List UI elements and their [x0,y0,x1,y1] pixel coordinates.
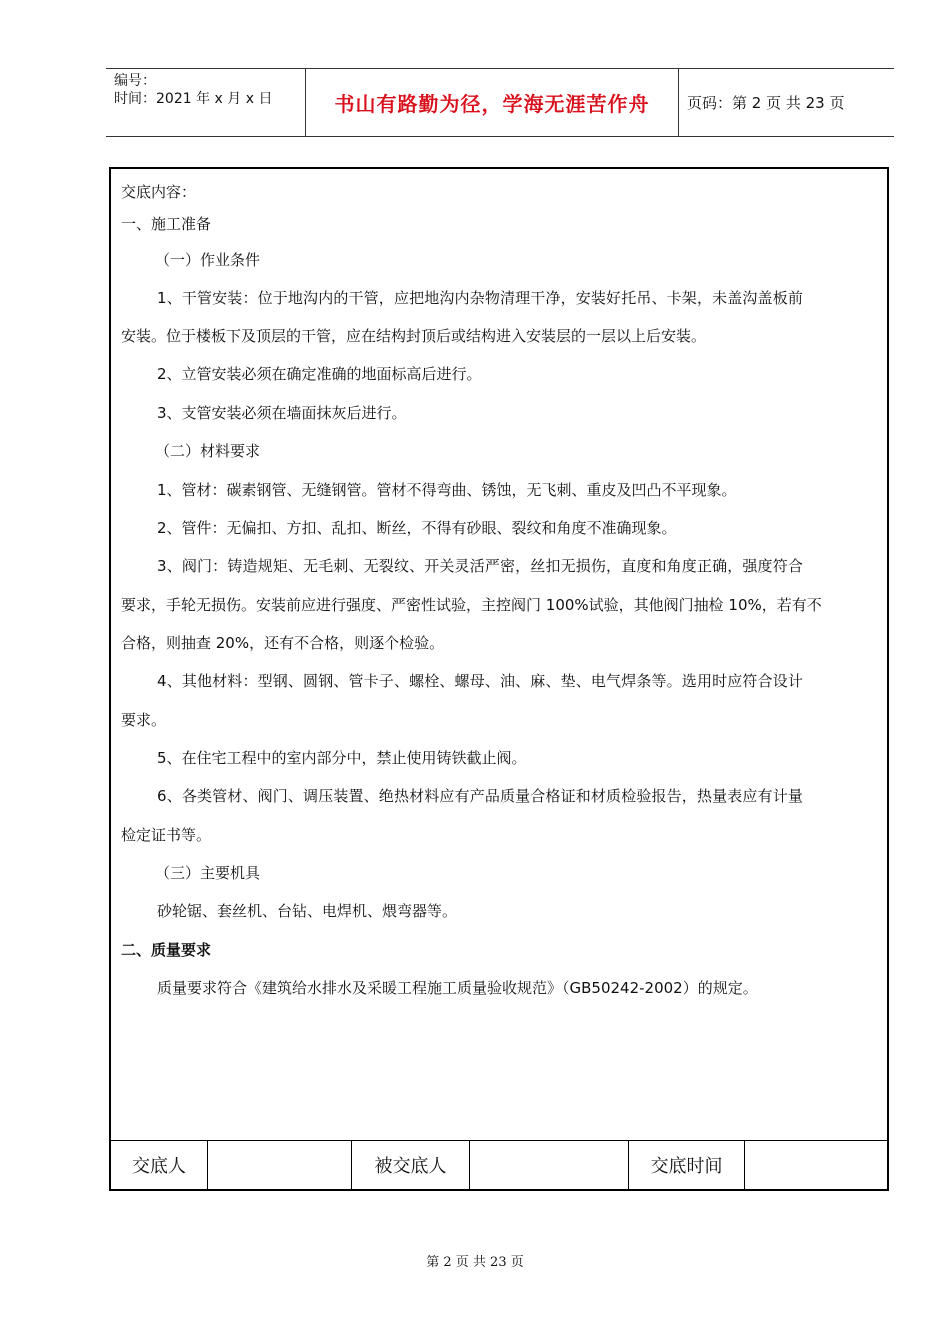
paragraph: 合格，则抽查 20%，还有不合格，则逐个检验。 [121,634,445,652]
section-2-title: 二、质量要求 [121,941,212,959]
paragraph: 检定证书等。 [121,826,212,844]
document-header [106,68,894,137]
section-1-title: 一、施工准备 [121,215,212,233]
subsection-1-2-title: （二）材料要求 [155,442,261,460]
header-page-label: 页码：第 2 页 共 23 页 [687,94,845,112]
receiver-field[interactable] [470,1141,629,1189]
discloser-label: 交底人 [111,1141,208,1189]
paragraph: 安装。位于楼板下及顶层的干管，应在结构封顶后或结构进入安装层的一层以上后安装。 [121,327,707,345]
paragraph: 1、管材：碳素钢管、无缝钢管。管材不得弯曲、锈蚀，无飞刺、重皮及凹凸不平现象。 [157,481,737,499]
paragraph: 质量要求符合《建筑给水排水及采暖工程施工质量验收规范》（GB50242-2002）的规定。 [157,979,758,997]
disclosure-table [109,167,889,1191]
paragraph: 6、各类管材、阀门、调压装置、绝热材料应有产品质量合格证和材质检验报告，热量表应有计量 [157,787,803,805]
page-footer: 第 2 页 共 23 页 [426,1255,524,1270]
paragraph: 3、支管安装必须在墙面抹灰后进行。 [157,404,407,422]
motto: 书山有路勤为径，学海无涯苦作舟 [306,69,679,136]
receiver-label: 被交底人 [352,1141,470,1189]
number-label: 编号： [114,73,156,89]
disclosure-time-label: 交底时间 [629,1141,745,1189]
discloser-field[interactable] [208,1141,352,1189]
paragraph: 4、其他材料：型钢、圆钢、管卡子、螺栓、螺母、油、麻、垫、电气焊条等。选用时应符合设计 [157,672,803,690]
header-meta [106,69,306,136]
intro-label: 交底内容： [121,183,197,201]
time-label: 时间：2021 年 x 月 x 日 [114,91,273,107]
subsection-1-3-title: （三）主要机具 [155,864,261,882]
paragraph: 3、阀门：铸造规矩、无毛刺、无裂纹、开关灵活严密，丝扣无损伤，直度和角度正确，强度符合 [157,557,803,575]
paragraph: 要求。 [121,711,167,729]
paragraph: 5、在住宅工程中的室内部分中，禁止使用铸铁截止阀。 [157,749,527,767]
disclosure-time-field[interactable] [745,1141,887,1189]
paragraph: 2、管件：无偏扣、方扣、乱扣、断丝，不得有砂眼、裂纹和角度不准确现象。 [157,519,677,537]
paragraph: 1、干管安装：位于地沟内的干管，应把地沟内杂物清理干净，安装好托吊、卡架，未盖沟盖板前 [157,289,803,307]
subsection-1-1-title: （一）作业条件 [155,251,261,269]
signature-row [111,1140,887,1189]
paragraph: 要求，手轮无损伤。安装前应进行强度、严密性试验，主控阀门 100%试验，其他阀门抽检 10%，若有不 [121,596,822,614]
paragraph: 2、立管安装必须在确定准确的地面标高后进行。 [157,365,482,383]
paragraph: 砂轮锯、套丝机、台钻、电焊机、煨弯器等。 [157,902,458,920]
